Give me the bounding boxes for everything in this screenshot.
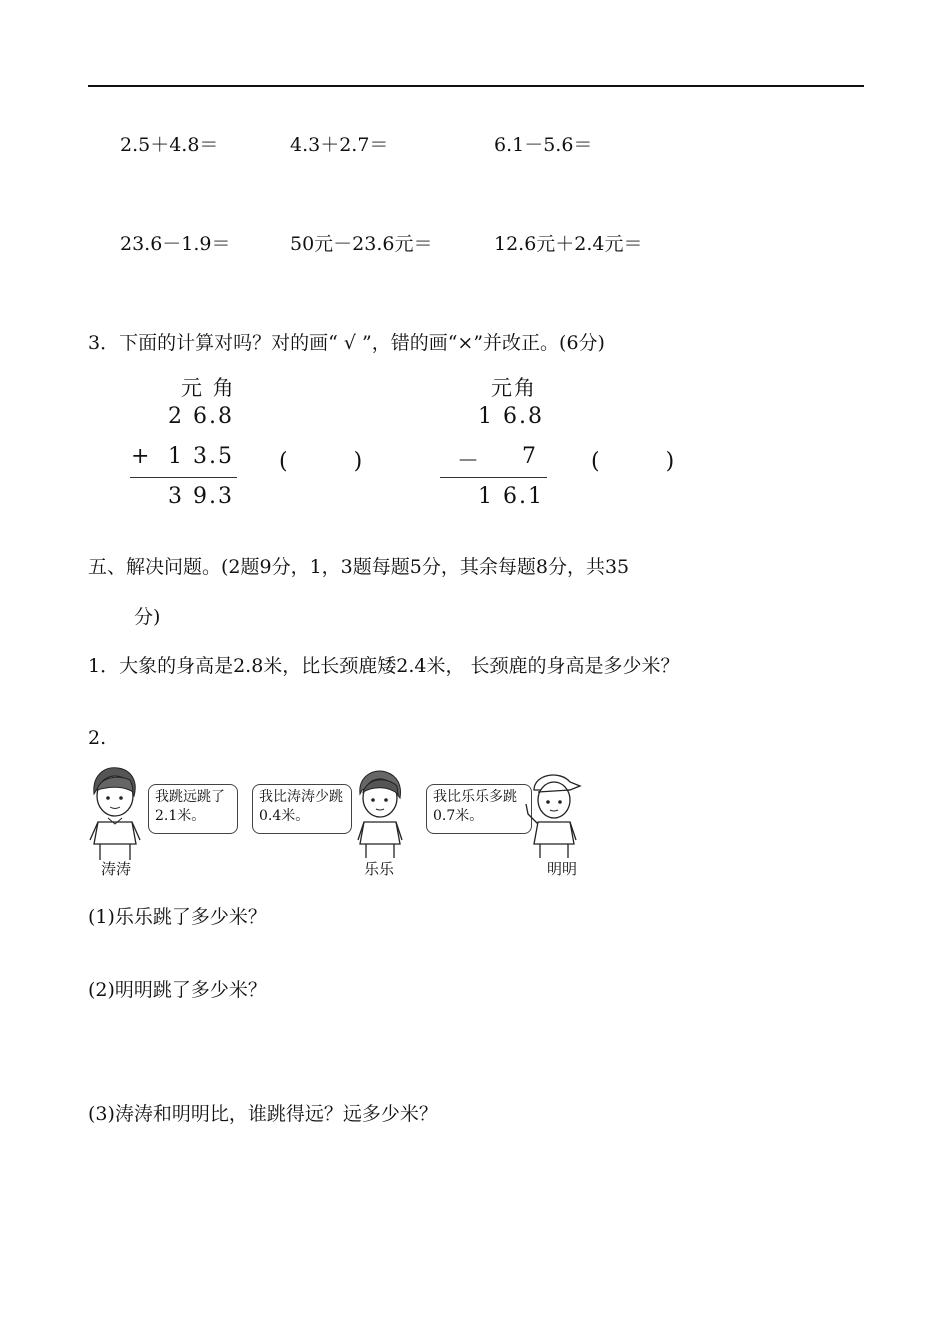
calc-4: 23.6－1.9＝ — [120, 233, 231, 255]
name-taotao: 涛涛 — [101, 860, 132, 878]
speech-bubble-mingming: 我比乐乐多跳0.7米。 — [426, 784, 532, 834]
speech-bubble-taotao: 我跳远跳了2.1米。 — [148, 784, 238, 834]
answer-parens-a[interactable]: ( ) — [279, 449, 363, 474]
difference-line — [440, 477, 547, 478]
name-lele: 乐乐 — [364, 860, 395, 878]
difference-result: 1 6.1 — [478, 484, 544, 509]
name-mingming: 明明 — [547, 860, 578, 878]
question-2-label: 2. — [88, 727, 107, 749]
speech-bubble-lele: 我比涛涛少跳0.4米。 — [252, 784, 352, 834]
sum-result: 3 9.3 — [168, 484, 234, 509]
addend-top: 2 6.8 — [168, 404, 234, 429]
minuend: 1 6.8 — [478, 404, 544, 429]
q3-title: 3．下面的计算对吗？对的画“ √ ”，错的画“×”并改正。(6分) — [88, 332, 605, 354]
calc-6: 12.6元＋2.4元＝ — [494, 233, 643, 255]
question-2-2: (2)明明跳了多少米？ — [88, 979, 267, 1001]
calc-3: 6.1－5.6＝ — [494, 134, 593, 156]
sum-line — [130, 477, 237, 478]
answer-parens-b[interactable]: ( ) — [591, 449, 675, 474]
section-5-title: 五、解决问题。(2题9分，1，3题每题5分，其余每题8分，共35 — [88, 556, 630, 578]
question-1: 1．大象的身高是2.8米，比长颈鹿矮2.4米， 长颈鹿的身高是多少米？ — [88, 655, 680, 677]
question-2-1: (1)乐乐跳了多少米？ — [88, 906, 267, 928]
addend-bottom: 1 3.5 — [168, 444, 234, 469]
question-2-3: (3)涛涛和明明比，谁跳得远？远多少米？ — [88, 1103, 438, 1125]
boy-lele-illustration — [352, 768, 408, 860]
boy-mingming-illustration — [520, 768, 584, 860]
calc-5: 50元－23.6元＝ — [290, 233, 433, 255]
calc-2: 4.3＋2.7＝ — [290, 134, 389, 156]
calc-1: 2.5＋4.8＝ — [120, 134, 219, 156]
header-rule — [88, 85, 864, 87]
unit-header: 元 角 — [181, 376, 236, 400]
minus-sign: － — [457, 449, 482, 474]
subtrahend: 7 — [522, 444, 538, 469]
section-5-title-cont: 分) — [134, 606, 161, 628]
unit-header: 元角 — [491, 376, 537, 400]
boy-taotao-illustration — [86, 764, 144, 862]
plus-sign: + — [131, 444, 152, 469]
